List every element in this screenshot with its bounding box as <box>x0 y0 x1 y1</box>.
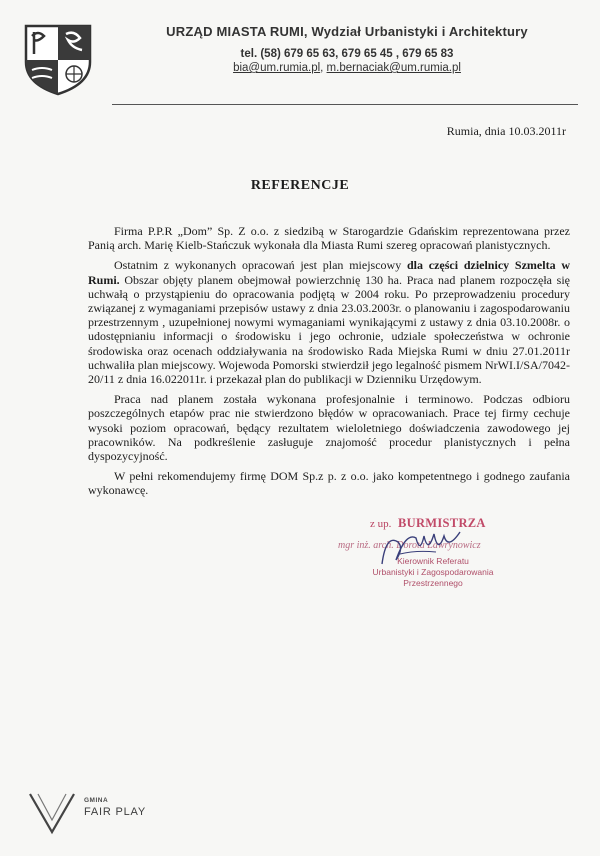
paragraph-2-rest: Obszar objęty planem obejmował powierzchnię 130 ha. Praca nad planem rozpoczęła się uchwałą o przystąpieniu do opracowania podjętą w 2004 roku. Po przeprowadzeniu procedury związanej z wymaganiami przepisów ustawy z dnia 23.03.2003r. o planowaniu i zagospodarowaniu przestrzennym , uzupełnionej nowymi wymaganiami wynikającymi z ustawy z dnia 03.10.2008r. o udostępnianiu informacji o środowisku i jego ochronie, udziale społeczeństwa w ochronie środowiska oraz ocenach oddziaływania na środowisko Rada Miejska Rumi w dniu 27.01.2011r uchwaliła plan miejscowy. Wojewoda Pomorski stwierdził jego legalność pismem NrWI.I/SA/7042-20/11 z dnia 16.022011r. i przekazał plan do publikacji w Dzienniku Urzędowym. <box>88 272 570 387</box>
fair-play-logo <box>28 792 158 836</box>
city-crest-logo <box>22 22 94 96</box>
paragraph-3: Praca nad planem została wykonana profesjonalnie i terminowo. Podczas odbioru poszczególnych etapów prac nie stwierdzono błędów w opracowaniach. Prace tej firmy cechuje wysoki poziom opracowań, będący rezultatem wieloletniego doświadczenia zawodowego jej pracowników. Na podkreślenie zasługuje znajomość procedur planistycznych i pełna dyspozycyjność. <box>88 392 570 464</box>
footer-brand: FAIR PLAY <box>84 806 147 818</box>
letter-date: Rumia, dnia 10.03.2011r <box>446 124 566 138</box>
email-link-bernaciak[interactable]: m.bernaciak@um.rumia.pl <box>326 62 461 74</box>
paragraph-2-intro: Ostatnim z wykonanych opracowań jest plan miejscowy <box>114 258 407 273</box>
office-name: URZĄD MIASTA RUMI, Wydział Urbanistyki i Architektury <box>166 24 528 39</box>
stamp-line-2: Urbanistyki i Zagospodarowania <box>372 567 494 577</box>
stamp-title: BURMISTRZA <box>398 516 486 530</box>
letterhead <box>112 24 582 74</box>
phone-numbers: tel. (58) 679 65 63, 679 65 45 , 679 65 83 <box>240 48 454 60</box>
header-divider <box>112 104 578 105</box>
handwritten-signature <box>376 524 466 572</box>
paragraph-4: W pełni rekomendujemy firmę DOM Sp.z p. z o.o. jako kompetentnego i godnego zaufania wykonawcę. <box>88 469 570 498</box>
footer-gmina: GMINA <box>84 797 109 804</box>
stamp-line-3: Przestrzennego <box>403 578 463 588</box>
email-line <box>112 62 582 74</box>
email-link-bia[interactable]: bia@um.rumia.pl <box>233 62 321 74</box>
official-stamp <box>318 516 548 628</box>
paragraph-2 <box>88 258 570 386</box>
document-title: REFERENCJE <box>250 178 350 193</box>
stamp-person-name: mgr inż. arch. Dorota Ławrynowicz <box>338 540 481 551</box>
email-separator: , <box>320 62 327 74</box>
stamp-line-1: Kierownik Referatu <box>397 556 469 566</box>
letter-body <box>88 224 570 504</box>
paragraph-1: Firma P.P.R „Dom” Sp. Z o.o. z siedzibą w Starogardzie Gdańskim reprezentowana przez Panią arch. Marię Kielb-Stańczuk wykonała dla Miasta Rumi szereg opracowań planistycznych. <box>88 224 570 253</box>
paragraph-2-bold: dla części dzielnicy Szmelta w Rumi. <box>88 258 570 287</box>
stamp-zup: z up. <box>370 518 392 530</box>
checkmark-icon <box>28 792 76 836</box>
